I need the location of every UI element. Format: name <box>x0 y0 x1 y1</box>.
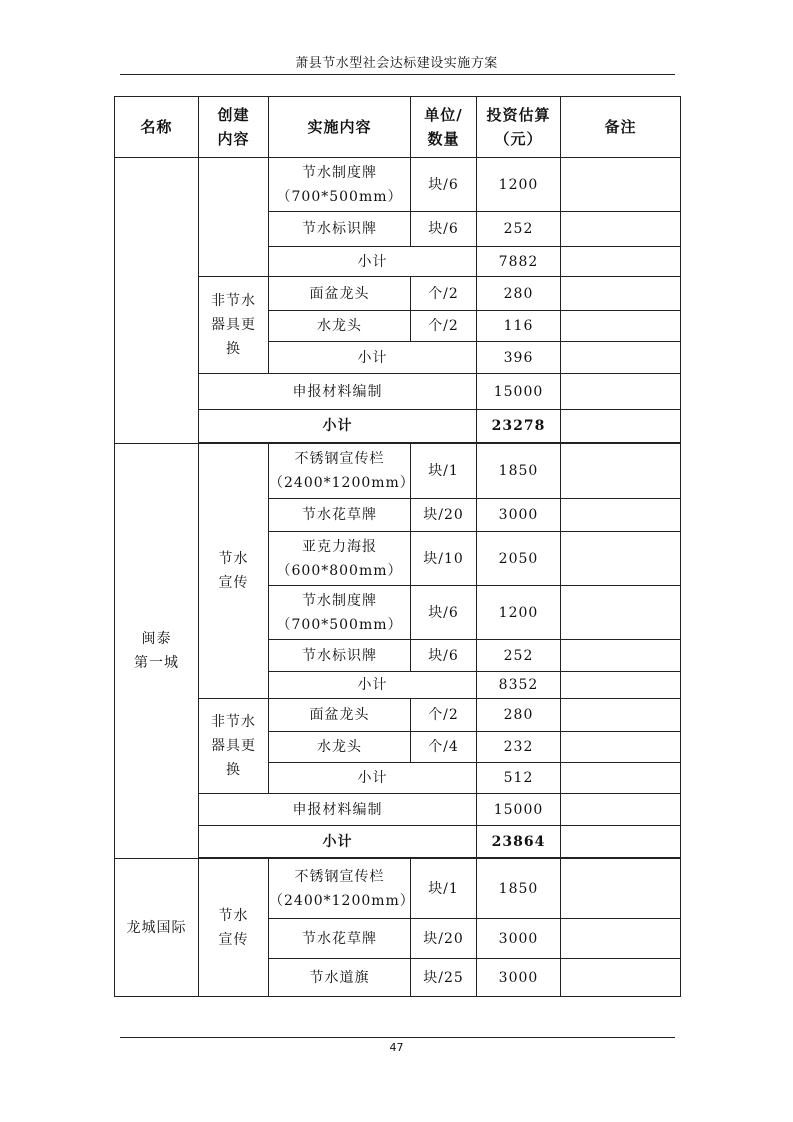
section1-name-cell <box>115 158 199 444</box>
unit-cell: 个/2 <box>411 311 477 342</box>
remark-cell <box>561 212 681 247</box>
impl-cell: 节水道旗 <box>269 959 411 997</box>
impl-cell: 节水花草牌 <box>269 499 411 532</box>
impl-cell: 不锈钢宣传栏 （2400*1200mm） <box>269 859 411 919</box>
section2-cat2-cell: 非节水 器具更 换 <box>199 699 269 794</box>
cost-cell: 1850 <box>477 859 561 919</box>
cost-cell: 280 <box>477 277 561 311</box>
impl-cell: 亚克力海报 （600*800mm） <box>269 532 411 586</box>
remark-cell <box>561 859 681 919</box>
remark-cell <box>561 732 681 763</box>
report-cost: 15000 <box>477 794 561 826</box>
section2-name-cell: 闽泰 第一城 <box>115 444 199 859</box>
remark-cell <box>561 959 681 997</box>
remark-cell <box>561 532 681 586</box>
table-row <box>115 444 681 499</box>
cost-cell: 1200 <box>477 586 561 640</box>
cost-cell: 3000 <box>477 499 561 532</box>
section2-cat1-cell: 节水 宣传 <box>199 444 269 699</box>
cost-cell: 252 <box>477 640 561 672</box>
subtotal-cost: 396 <box>477 342 561 374</box>
unit-cell: 块/6 <box>411 586 477 640</box>
total-cost: 23278 <box>477 410 561 443</box>
table-row <box>115 859 681 919</box>
unit-cell: 块/6 <box>411 212 477 247</box>
page-header-title: 萧县节水型社会达标建设实施方案 <box>295 56 498 71</box>
unit-cell: 块/1 <box>411 859 477 919</box>
investment-table <box>114 96 681 997</box>
total-cost: 23864 <box>477 826 561 858</box>
report-label: 申报材料编制 <box>199 794 477 826</box>
subtotal-label: 小计 <box>269 763 477 794</box>
total-label: 小计 <box>199 826 477 858</box>
remark-cell <box>561 342 681 374</box>
subtotal-label: 小计 <box>269 672 477 699</box>
table-header-row <box>115 97 681 158</box>
total-row <box>115 826 681 858</box>
unit-cell: 个/4 <box>411 732 477 763</box>
impl-cell: 节水制度牌 （700*500mm） <box>269 586 411 640</box>
unit-cell: 块/10 <box>411 532 477 586</box>
remark-cell <box>561 410 681 443</box>
impl-cell: 面盆龙头 <box>269 699 411 732</box>
header-rule <box>120 74 675 75</box>
cost-cell: 2050 <box>477 532 561 586</box>
header-remark: 备注 <box>561 97 681 158</box>
impl-cell: 水龙头 <box>269 732 411 763</box>
unit-cell: 块/6 <box>411 640 477 672</box>
section3-name-cell: 龙城国际 <box>115 859 199 997</box>
header-name: 名称 <box>115 97 199 158</box>
cost-cell: 116 <box>477 311 561 342</box>
unit-cell: 块/6 <box>411 158 477 212</box>
page-number: 47 <box>389 1041 404 1054</box>
remark-cell <box>561 499 681 532</box>
cost-cell: 1200 <box>477 158 561 212</box>
remark-cell <box>561 919 681 959</box>
impl-cell: 节水标识牌 <box>269 212 411 247</box>
section1-cat1-cell <box>199 158 269 277</box>
cost-cell: 252 <box>477 212 561 247</box>
section1-cat2-cell: 非节水 器具更 换 <box>199 277 269 374</box>
remark-cell <box>561 311 681 342</box>
impl-cell: 节水标识牌 <box>269 640 411 672</box>
remark-cell <box>561 277 681 311</box>
remark-cell <box>561 247 681 277</box>
remark-cell <box>561 640 681 672</box>
impl-cell: 不锈钢宣传栏 （2400*1200mm） <box>269 444 411 499</box>
unit-cell: 个/2 <box>411 699 477 732</box>
unit-cell: 块/20 <box>411 919 477 959</box>
unit-cell: 块/25 <box>411 959 477 997</box>
remark-cell <box>561 444 681 499</box>
cost-cell: 3000 <box>477 959 561 997</box>
remark-cell <box>561 672 681 699</box>
remark-cell <box>561 763 681 794</box>
remark-cell <box>561 158 681 212</box>
report-row <box>115 794 681 826</box>
cost-cell: 232 <box>477 732 561 763</box>
remark-cell <box>561 699 681 732</box>
section3-cat1-cell: 节水 宣传 <box>199 859 269 997</box>
total-label: 小计 <box>199 410 477 443</box>
subtotal-label: 小计 <box>269 247 477 277</box>
remark-cell <box>561 586 681 640</box>
impl-cell: 面盆龙头 <box>269 277 411 311</box>
report-row <box>115 374 681 410</box>
subtotal-cost: 512 <box>477 763 561 794</box>
report-cost: 15000 <box>477 374 561 410</box>
cost-cell: 1850 <box>477 444 561 499</box>
total-row <box>115 410 681 443</box>
footer-rule <box>120 1037 675 1038</box>
unit-cell: 个/2 <box>411 277 477 311</box>
impl-cell: 水龙头 <box>269 311 411 342</box>
remark-cell <box>561 826 681 858</box>
header-cost: 投资估算 （元） <box>477 97 561 158</box>
subtotal-cost: 7882 <box>477 247 561 277</box>
header-impl: 实施内容 <box>269 97 411 158</box>
impl-cell: 节水制度牌 （700*500mm） <box>269 158 411 212</box>
unit-cell: 块/20 <box>411 499 477 532</box>
table-row <box>115 277 681 311</box>
report-label: 申报材料编制 <box>199 374 477 410</box>
impl-cell: 节水花草牌 <box>269 919 411 959</box>
table-row <box>115 158 681 212</box>
cost-cell: 280 <box>477 699 561 732</box>
unit-cell: 块/1 <box>411 444 477 499</box>
remark-cell <box>561 374 681 410</box>
remark-cell <box>561 794 681 826</box>
subtotal-cost: 8352 <box>477 672 561 699</box>
cost-cell: 3000 <box>477 919 561 959</box>
subtotal-label: 小计 <box>269 342 477 374</box>
header-unit: 单位/ 数量 <box>411 97 477 158</box>
table-row <box>115 699 681 732</box>
header-create: 创建 内容 <box>199 97 269 158</box>
